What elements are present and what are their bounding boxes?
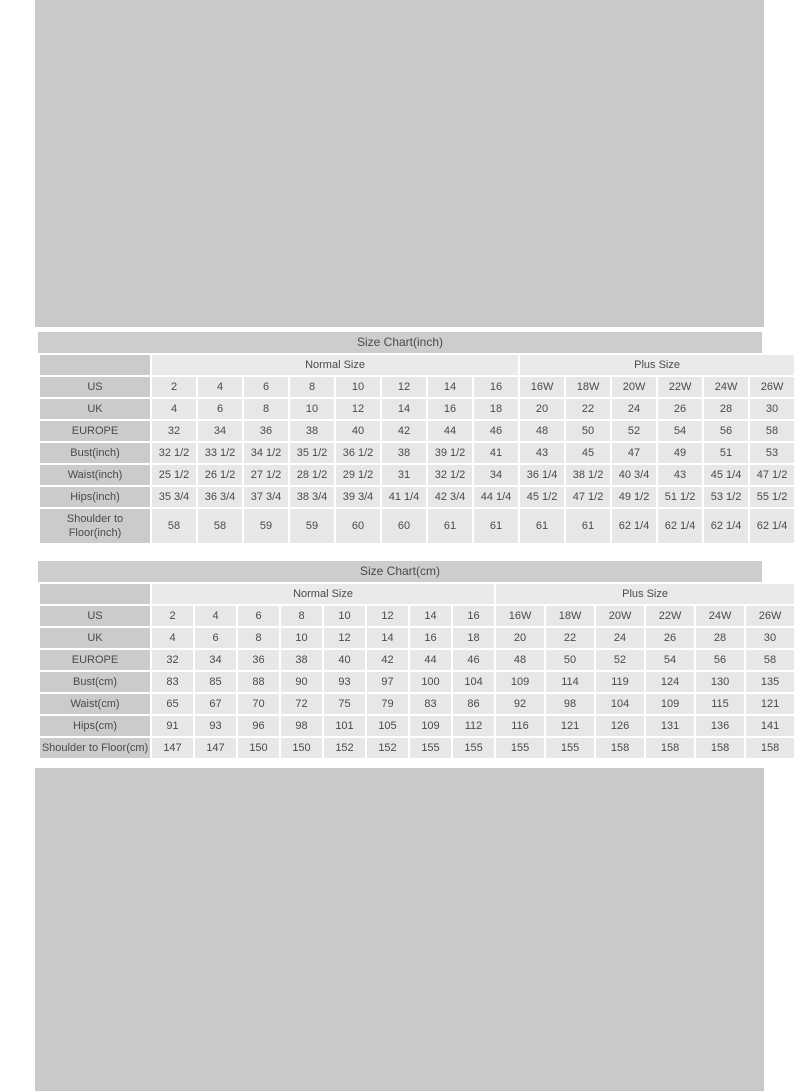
corner-cell: [40, 584, 150, 604]
row-label-cell: Shoulder to Floor(inch): [40, 509, 150, 543]
table-row: [40, 421, 794, 441]
size-value-cell: 51 1/2: [658, 487, 702, 507]
size-value-cell: 12: [336, 399, 380, 419]
size-value-cell: 53: [750, 443, 794, 463]
size-value-cell: 104: [453, 672, 494, 692]
size-value-cell: 147: [152, 738, 193, 758]
size-value-cell: 40: [336, 421, 380, 441]
size-value-cell: 34 1/2: [244, 443, 288, 463]
size-chart-cm-table: [38, 582, 796, 760]
size-value-cell: 115: [696, 694, 744, 714]
size-value-cell: 58: [152, 509, 196, 543]
size-value-cell: 152: [324, 738, 365, 758]
size-value-cell: 90: [281, 672, 322, 692]
size-value-cell: 4: [152, 399, 196, 419]
size-value-cell: 8: [290, 377, 334, 397]
size-value-cell: 158: [746, 738, 794, 758]
row-label-cell: US: [40, 606, 150, 626]
size-value-cell: 42 3/4: [428, 487, 472, 507]
size-value-cell: 28 1/2: [290, 465, 334, 485]
size-value-cell: 130: [696, 672, 744, 692]
size-value-cell: 49 1/2: [612, 487, 656, 507]
size-value-cell: 92: [496, 694, 544, 714]
group-header-row: [40, 355, 794, 375]
size-value-cell: 98: [546, 694, 594, 714]
size-value-cell: 4: [195, 606, 236, 626]
size-value-cell: 61: [428, 509, 472, 543]
size-value-cell: 32: [152, 650, 193, 670]
table-row: [40, 606, 794, 626]
size-value-cell: 88: [238, 672, 279, 692]
size-value-cell: 12: [382, 377, 426, 397]
size-value-cell: 26W: [750, 377, 794, 397]
size-value-cell: 14: [428, 377, 472, 397]
size-value-cell: 126: [596, 716, 644, 736]
size-value-cell: 42: [382, 421, 426, 441]
size-value-cell: 79: [367, 694, 408, 714]
size-value-cell: 10: [281, 628, 322, 648]
size-value-cell: 58: [746, 650, 794, 670]
size-value-cell: 38: [382, 443, 426, 463]
size-value-cell: 93: [324, 672, 365, 692]
row-label-cell: US: [40, 377, 150, 397]
size-value-cell: 36: [238, 650, 279, 670]
size-value-cell: 152: [367, 738, 408, 758]
size-value-cell: 27 1/2: [244, 465, 288, 485]
size-value-cell: 10: [290, 399, 334, 419]
size-value-cell: 12: [367, 606, 408, 626]
row-label-cell: Waist(cm): [40, 694, 150, 714]
size-value-cell: 91: [152, 716, 193, 736]
size-value-cell: 18: [474, 399, 518, 419]
size-value-cell: 54: [658, 421, 702, 441]
size-value-cell: 62 1/4: [750, 509, 794, 543]
size-value-cell: 62 1/4: [658, 509, 702, 543]
size-value-cell: 8: [238, 628, 279, 648]
size-value-cell: 26 1/2: [198, 465, 242, 485]
size-value-cell: 18W: [546, 606, 594, 626]
size-value-cell: 36 1/4: [520, 465, 564, 485]
table-row: [40, 487, 794, 507]
size-value-cell: 10: [336, 377, 380, 397]
size-value-cell: 18W: [566, 377, 610, 397]
size-value-cell: 44 1/4: [474, 487, 518, 507]
size-value-cell: 109: [496, 672, 544, 692]
size-value-cell: 8: [244, 399, 288, 419]
size-value-cell: 30: [746, 628, 794, 648]
size-value-cell: 52: [612, 421, 656, 441]
size-value-cell: 34: [474, 465, 518, 485]
size-value-cell: 70: [238, 694, 279, 714]
size-value-cell: 48: [520, 421, 564, 441]
size-value-cell: 60: [336, 509, 380, 543]
size-chart-cm-title: Size Chart(cm): [38, 561, 762, 582]
size-value-cell: 28: [704, 399, 748, 419]
size-value-cell: 155: [546, 738, 594, 758]
size-value-cell: 41: [474, 443, 518, 463]
size-value-cell: 40 3/4: [612, 465, 656, 485]
size-value-cell: 22: [566, 399, 610, 419]
table-row: [40, 650, 794, 670]
size-value-cell: 40: [324, 650, 365, 670]
size-value-cell: 14: [382, 399, 426, 419]
size-value-cell: 46: [453, 650, 494, 670]
size-value-cell: 16W: [520, 377, 564, 397]
size-value-cell: 26: [658, 399, 702, 419]
size-value-cell: 32 1/2: [428, 465, 472, 485]
size-value-cell: 49: [658, 443, 702, 463]
row-label-cell: Shoulder to Floor(cm): [40, 738, 150, 758]
row-label-cell: EUROPE: [40, 650, 150, 670]
size-value-cell: 32: [152, 421, 196, 441]
size-value-cell: 35 1/2: [290, 443, 334, 463]
size-value-cell: 14: [410, 606, 451, 626]
row-label-cell: Waist(inch): [40, 465, 150, 485]
size-value-cell: 20: [496, 628, 544, 648]
size-value-cell: 67: [195, 694, 236, 714]
size-value-cell: 43: [658, 465, 702, 485]
row-label-cell: EUROPE: [40, 421, 150, 441]
size-value-cell: 20: [520, 399, 564, 419]
size-value-cell: 55 1/2: [750, 487, 794, 507]
size-value-cell: 16W: [496, 606, 544, 626]
size-value-cell: 10: [324, 606, 365, 626]
table-row: [40, 465, 794, 485]
size-value-cell: 28: [696, 628, 744, 648]
size-value-cell: 62 1/4: [612, 509, 656, 543]
size-value-cell: 6: [195, 628, 236, 648]
size-value-cell: 150: [281, 738, 322, 758]
size-value-cell: 58: [750, 421, 794, 441]
group-header-plus-size: Plus Size: [520, 355, 794, 375]
size-value-cell: 38: [290, 421, 334, 441]
size-value-cell: 18: [453, 628, 494, 648]
group-header-row: [40, 584, 794, 604]
size-value-cell: 4: [198, 377, 242, 397]
size-value-cell: 36 1/2: [336, 443, 380, 463]
size-value-cell: 47 1/2: [566, 487, 610, 507]
size-value-cell: 22: [546, 628, 594, 648]
size-value-cell: 141: [746, 716, 794, 736]
size-value-cell: 65: [152, 694, 193, 714]
size-value-cell: 30: [750, 399, 794, 419]
size-chart-cm-section: [38, 561, 782, 760]
size-value-cell: 2: [152, 606, 193, 626]
table-row: [40, 694, 794, 714]
size-value-cell: 60: [382, 509, 426, 543]
size-value-cell: 61: [520, 509, 564, 543]
size-value-cell: 93: [195, 716, 236, 736]
size-value-cell: 58: [198, 509, 242, 543]
row-label-cell: Bust(inch): [40, 443, 150, 463]
size-value-cell: 52: [596, 650, 644, 670]
size-value-cell: 83: [152, 672, 193, 692]
size-value-cell: 37 3/4: [244, 487, 288, 507]
corner-cell: [40, 355, 150, 375]
size-value-cell: 36 3/4: [198, 487, 242, 507]
size-value-cell: 48: [496, 650, 544, 670]
size-value-cell: 6: [238, 606, 279, 626]
table-row: [40, 377, 794, 397]
size-value-cell: 16: [428, 399, 472, 419]
size-value-cell: 104: [596, 694, 644, 714]
size-chart-inch-title: Size Chart(inch): [38, 332, 762, 353]
size-value-cell: 31: [382, 465, 426, 485]
size-value-cell: 6: [198, 399, 242, 419]
size-value-cell: 41 1/4: [382, 487, 426, 507]
table-row: [40, 443, 794, 463]
size-value-cell: 16: [410, 628, 451, 648]
size-value-cell: 22W: [658, 377, 702, 397]
size-value-cell: 16: [453, 606, 494, 626]
size-value-cell: 45 1/2: [520, 487, 564, 507]
size-value-cell: 105: [367, 716, 408, 736]
size-value-cell: 24: [596, 628, 644, 648]
size-value-cell: 155: [496, 738, 544, 758]
size-value-cell: 43: [520, 443, 564, 463]
size-value-cell: 4: [152, 628, 193, 648]
size-value-cell: 101: [324, 716, 365, 736]
size-value-cell: 26W: [746, 606, 794, 626]
size-value-cell: 147: [195, 738, 236, 758]
size-value-cell: 33 1/2: [198, 443, 242, 463]
row-label-cell: Bust(cm): [40, 672, 150, 692]
group-header-plus-size: Plus Size: [496, 584, 794, 604]
size-value-cell: 6: [244, 377, 288, 397]
size-value-cell: 56: [696, 650, 744, 670]
size-value-cell: 14: [367, 628, 408, 648]
size-value-cell: 155: [410, 738, 451, 758]
size-value-cell: 2: [152, 377, 196, 397]
row-label-cell: Hips(inch): [40, 487, 150, 507]
size-chart-inch-table: [38, 353, 796, 545]
table-row: [40, 738, 794, 758]
size-value-cell: 34: [195, 650, 236, 670]
size-value-cell: 46: [474, 421, 518, 441]
size-value-cell: 109: [646, 694, 694, 714]
size-value-cell: 56: [704, 421, 748, 441]
group-header-normal-size: Normal Size: [152, 355, 518, 375]
size-value-cell: 75: [324, 694, 365, 714]
size-value-cell: 39 1/2: [428, 443, 472, 463]
size-value-cell: 96: [238, 716, 279, 736]
size-value-cell: 158: [596, 738, 644, 758]
size-value-cell: 8: [281, 606, 322, 626]
size-value-cell: 131: [646, 716, 694, 736]
size-value-cell: 135: [746, 672, 794, 692]
size-value-cell: 86: [453, 694, 494, 714]
size-value-cell: 155: [453, 738, 494, 758]
size-value-cell: 53 1/2: [704, 487, 748, 507]
size-value-cell: 47 1/2: [750, 465, 794, 485]
table-row: [40, 672, 794, 692]
size-value-cell: 124: [646, 672, 694, 692]
size-value-cell: 38: [281, 650, 322, 670]
size-value-cell: 44: [410, 650, 451, 670]
table-row: [40, 399, 794, 419]
size-value-cell: 112: [453, 716, 494, 736]
size-value-cell: 45: [566, 443, 610, 463]
size-value-cell: 109: [410, 716, 451, 736]
size-value-cell: 158: [696, 738, 744, 758]
size-value-cell: 121: [546, 716, 594, 736]
size-value-cell: 150: [238, 738, 279, 758]
size-value-cell: 16: [474, 377, 518, 397]
size-value-cell: 83: [410, 694, 451, 714]
size-value-cell: 51: [704, 443, 748, 463]
size-value-cell: 45 1/4: [704, 465, 748, 485]
group-header-normal-size: Normal Size: [152, 584, 494, 604]
size-value-cell: 38 3/4: [290, 487, 334, 507]
size-value-cell: 24: [612, 399, 656, 419]
size-value-cell: 59: [244, 509, 288, 543]
size-value-cell: 24W: [696, 606, 744, 626]
table-row: [40, 509, 794, 543]
size-value-cell: 24W: [704, 377, 748, 397]
size-value-cell: 97: [367, 672, 408, 692]
table-row: [40, 628, 794, 648]
size-chart-inch-section: [38, 332, 788, 545]
size-value-cell: 47: [612, 443, 656, 463]
size-value-cell: 25 1/2: [152, 465, 196, 485]
size-value-cell: 22W: [646, 606, 694, 626]
size-value-cell: 42: [367, 650, 408, 670]
size-value-cell: 39 3/4: [336, 487, 380, 507]
size-value-cell: 121: [746, 694, 794, 714]
size-value-cell: 26: [646, 628, 694, 648]
size-value-cell: 50: [566, 421, 610, 441]
size-value-cell: 59: [290, 509, 334, 543]
size-value-cell: 29 1/2: [336, 465, 380, 485]
size-value-cell: 62 1/4: [704, 509, 748, 543]
size-value-cell: 114: [546, 672, 594, 692]
size-value-cell: 98: [281, 716, 322, 736]
size-value-cell: 20W: [612, 377, 656, 397]
size-value-cell: 38 1/2: [566, 465, 610, 485]
size-value-cell: 119: [596, 672, 644, 692]
size-value-cell: 158: [646, 738, 694, 758]
size-value-cell: 35 3/4: [152, 487, 196, 507]
size-value-cell: 116: [496, 716, 544, 736]
row-label-cell: Hips(cm): [40, 716, 150, 736]
size-value-cell: 12: [324, 628, 365, 648]
size-value-cell: 61: [474, 509, 518, 543]
size-value-cell: 54: [646, 650, 694, 670]
size-value-cell: 20W: [596, 606, 644, 626]
size-value-cell: 61: [566, 509, 610, 543]
size-value-cell: 34: [198, 421, 242, 441]
size-value-cell: 36: [244, 421, 288, 441]
size-value-cell: 72: [281, 694, 322, 714]
size-value-cell: 44: [428, 421, 472, 441]
size-value-cell: 85: [195, 672, 236, 692]
row-label-cell: UK: [40, 628, 150, 648]
size-value-cell: 136: [696, 716, 744, 736]
table-row: [40, 716, 794, 736]
row-label-cell: UK: [40, 399, 150, 419]
size-value-cell: 100: [410, 672, 451, 692]
size-value-cell: 50: [546, 650, 594, 670]
size-value-cell: 32 1/2: [152, 443, 196, 463]
